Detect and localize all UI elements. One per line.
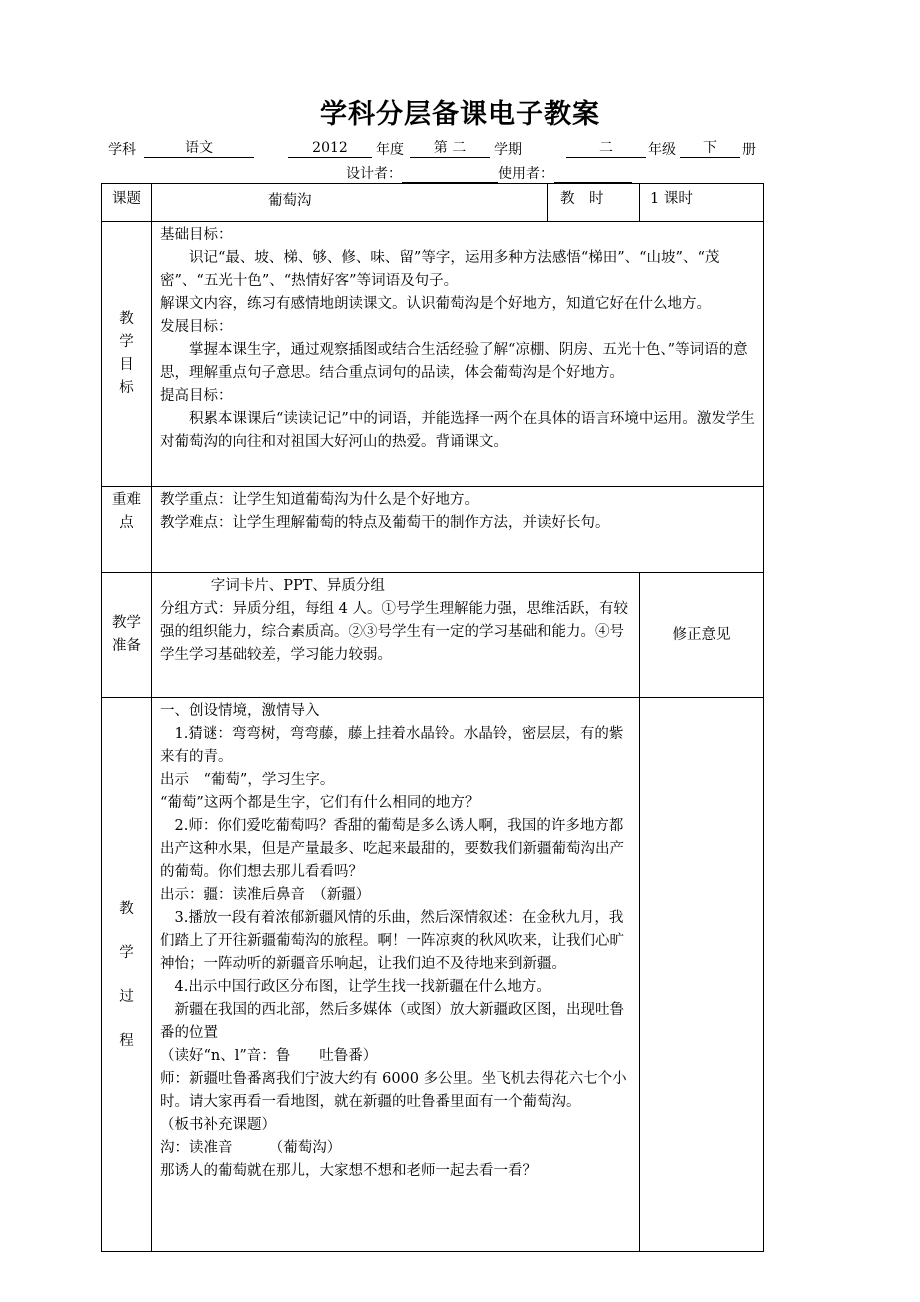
key-line: 教学重点：让学生知道葡萄沟为什么是个好地方。 (160, 492, 479, 508)
process-line: 那诱人的葡萄就在那儿，大家想不想和老师一起去看一看？ (160, 1163, 537, 1179)
goals-line: 发展目标： (160, 319, 233, 335)
row-process (102, 698, 764, 1252)
page-title: 学科分层备课电子教案 (320, 99, 600, 130)
term-label: 学期 (494, 142, 522, 158)
process-line: 2.师：你们爱吃葡萄吗？香甜的葡萄是多么诱人啊，我国的许多地方都出产这种水果，但是产量最多、吃起来最甜的，要数我们新疆葡萄沟出产的葡萄。你们想去那儿看看吗？ (160, 818, 624, 880)
process-line: （读好“n、l”音：鲁 吐鲁番） (160, 1048, 378, 1064)
year-label: 年度 (376, 142, 404, 158)
term-value: 第 二 (410, 139, 490, 158)
process-line: 4.出示中国行政区分布图，让学生找一找新疆在什么地方。 (174, 979, 551, 995)
key-label: 重难 点 (102, 487, 152, 573)
process-line: 1.猜谜：弯弯树，弯弯藤，藤上挂着水晶铃。水晶铃，密层层，有的紫来有的青。 (160, 726, 624, 765)
meta-line (108, 139, 760, 161)
prep-label: 教学 准备 (102, 573, 152, 698)
process-line: 师：新疆吐鲁番离我们宁波大约有 6000 多公里。坐飞机去得花六七个小时。请大家再看一看地图，就在新疆的吐鲁番里面有一个葡萄沟。 (160, 1071, 627, 1110)
goals-line: 识记“最、坡、梯、够、修、味、留”等字，运用多种方法感悟“梯田”、“山坡”、“茂密”、“五光十色”、“热情好客”等词语及句子。 (160, 250, 720, 289)
process-line: “葡萄”这两个都是生字，它们有什么相同的地方？ (160, 795, 480, 811)
key-line: 教学难点：让学生理解葡萄的特点及葡萄干的制作方法，并读好长句。 (160, 515, 610, 531)
goals-line: 掌握本课生字，通过观察插图或结合生活经验了解“凉棚、阴房、五光十色、”等词语的意思，理解重点句子意思。结合重点词句的品读，体会葡萄沟是个好地方。 (160, 342, 748, 381)
prep-line: 字词卡片、PPT、异质分组 (210, 578, 385, 594)
process-label: 教 学 过 程 (102, 698, 152, 1252)
process-line: 出示：疆：读准后鼻音 （新疆） (160, 887, 371, 903)
goals-line: 提高目标： (160, 388, 233, 404)
designer-label: 设计者： (346, 166, 402, 182)
topic-label: 课题 (102, 184, 152, 222)
process-line: 沟：读准音 （葡萄沟） (160, 1140, 342, 1156)
goals-line: 基础目标： (160, 227, 233, 243)
year-value: 2012 (288, 139, 372, 158)
process-line: 出示 “葡萄”，学习生字。 (160, 772, 335, 788)
user-label: 使用者： (498, 166, 554, 182)
designer-line (346, 163, 632, 183)
process-line: 一、创设情境，激情导入 (160, 703, 320, 719)
subject-value: 语文 (144, 139, 254, 158)
row-preparation (102, 573, 764, 698)
designer-field[interactable] (402, 164, 498, 183)
user-field[interactable] (554, 164, 632, 183)
subject-label: 学科 (108, 142, 136, 158)
topic-value: 葡萄沟 (152, 184, 548, 222)
process-line: 新疆在我国的西北部，然后多媒体（或图）放大新疆政区图，出现吐鲁番的位置 (160, 1002, 624, 1041)
process-line: 3.播放一段有着浓郁新疆风情的乐曲，然后深情叙述：在金秋九月，我们踏上了开往新疆葡萄沟的旅程。啊！一阵凉爽的秋风吹来，让我们心旷神怡；一阵动听的新疆音乐响起，让我们迫不及待地来到新疆。 (160, 910, 624, 972)
grade-value: 二 (566, 139, 646, 158)
goals-line: 解课文内容，练习有感情地朗读课文。认识葡萄沟是个好地方，知道它好在什么地方。 (160, 296, 711, 312)
process-revision-cell (640, 698, 764, 1252)
hours-label: 教 时 (548, 184, 640, 222)
row-key-points (102, 487, 764, 573)
key-content (152, 487, 764, 573)
prep-content (152, 573, 640, 698)
prep-line: 分组方式：异质分组，每组 4 人。①号学生理解能力强，思维活跃，有较强的组织能力，综合素质高。②③号学生有一定的学习基础和能力。④号学生学习基础较差，学习能力较弱。 (160, 601, 628, 663)
process-line: （板书补充课题） (160, 1117, 276, 1133)
goals-content (152, 222, 764, 487)
row-goals (102, 222, 764, 487)
grade-label: 年级 (648, 142, 676, 158)
process-content (152, 698, 640, 1252)
volume-label: 册 (742, 142, 756, 158)
goals-label: 教 学 目 标 (102, 222, 152, 487)
revision-label: 修正意见 (640, 573, 764, 698)
volume-value: 下 (680, 139, 740, 158)
goals-line: 积累本课课后“读读记记”中的词语，并能选择一两个在具体的语言环境中运用。激发学生对葡萄沟的向往和对祖国大好河山的热爱。背诵课文。 (160, 411, 755, 450)
hours-value: 1 课时 (640, 184, 764, 222)
row-topic (102, 184, 764, 222)
lesson-plan-table (101, 183, 764, 1252)
